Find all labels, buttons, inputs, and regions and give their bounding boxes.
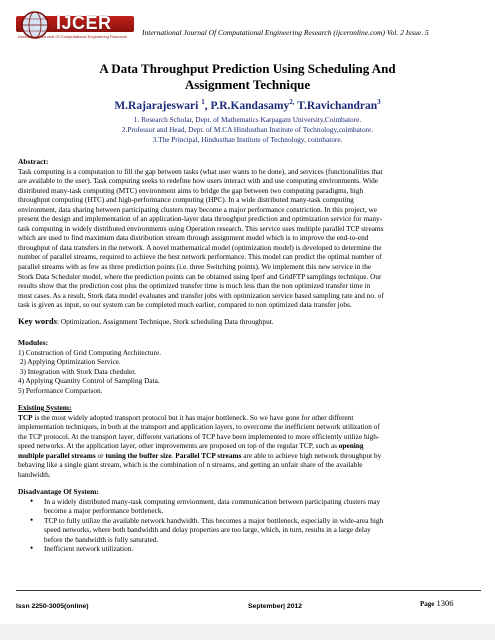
abstract-line: parallel streams with as few as three prediction points (i.e. three Switching points). We implement this new service in the <box>18 262 372 272</box>
title-line-2: Assignment Technique <box>184 77 311 92</box>
existing-line: bandwidth. <box>18 469 51 479</box>
module-item: 4) Applying Quantity Control of Sampling Data. <box>18 376 160 386</box>
abstract-line: task is given as input, so our system can be completed much earlier, compared to non optimized data transfer jobs. <box>18 300 352 310</box>
existing-line <box>18 441 480 451</box>
module-item: 3) Integration with Stork Data cheduler. <box>18 366 137 376</box>
abstract-line: which are used to find maximum data distribution stream through assignment model which is to improve the end-to-end <box>18 233 369 243</box>
author-sup: 3 <box>377 98 381 106</box>
abstract-line: throughput of data transfers in the network. A novel mathematical model (optimization model) is developed to determine the <box>18 242 382 252</box>
abstract-line: Stork Data Scheduler model, where the prediction points can be obtained using Iperf and GridFTP samplings technique. Our <box>18 271 382 281</box>
disadvantages-heading: Disadvantage Of System: <box>18 487 99 496</box>
abstract-line: task computing in widely distributed environments using Operation research. This service uses multiple parallel TCP streams <box>18 223 384 233</box>
author-sep: , <box>204 99 211 112</box>
existing-line: the TCP protocol. At the transport layer, different variations of TCP have been implemented to more efficiently utilize high- <box>18 431 380 441</box>
keywords-label: Key words <box>18 316 57 326</box>
existing-system-section <box>18 403 480 479</box>
existing-text: or <box>95 450 106 460</box>
module-item: 1) Construction of Grid Computing Architecture. <box>18 347 162 357</box>
author-list <box>0 98 495 112</box>
abstract-line: number of parallel streams, required to achieve the best network performance. This model can predict the optimal number of <box>18 252 382 262</box>
journal-logo <box>16 10 134 50</box>
list-item-line: • In a widely distributed many-task computing ernvionment, data communication between participating clusters may <box>44 496 381 506</box>
abstract-body <box>18 167 480 310</box>
author-sup: 1 <box>201 98 205 106</box>
abstract-line: most cases. As a result, Stork data model evaluates and transfer jobs with optimization service based sampling rate and no. of <box>18 290 384 300</box>
author-sup: 2, <box>289 98 295 106</box>
existing-text: speed networks. At the application layer, other improvements are proposed on top of the regular TCP, such as <box>18 441 339 451</box>
module-item: 5) Performance Comparison. <box>18 385 103 395</box>
list-item-line: become a major performance bottleneck. <box>44 506 164 516</box>
list-item <box>30 544 480 554</box>
abstract-line: present the design and implementation of an application-layer data throughput prediction and optimization service for many- <box>18 214 383 224</box>
page-number: 1306 <box>436 598 454 608</box>
affiliation-2: 2.Professor and Head, Dept. of M.CA Hindusthan Institute of Technology,coimbatore. <box>121 125 374 134</box>
modules-section <box>18 338 480 395</box>
existing-line: implementation techniques, in both at the transport and application layers, to overcome the inefficient network utilization of <box>18 422 380 432</box>
list-item <box>30 516 480 545</box>
existing-bold: tuning the buffer size <box>105 450 172 460</box>
abstract-line: results show that the prediction cost plus the optimized transfer time is much less than the non optimized transfer time in <box>18 281 371 291</box>
existing-bold: opening <box>338 441 364 451</box>
list-item <box>30 497 480 516</box>
existing-text: is the most widely adopted transport protocol but it has major bottleneck. So we have gone for other different <box>32 412 354 422</box>
disadvantages-section <box>18 487 480 554</box>
existing-line: behaving like a single giant stream, which is the combination of n streams, and getting an unfair share of the available <box>18 460 363 470</box>
footer-page <box>420 598 454 608</box>
existing-line <box>18 413 480 423</box>
page-label: Page <box>420 600 435 608</box>
list-item-line: • TCP to fully utilize the available network bandwidth. This becomes a major bottleneck, especially in wide-area high <box>44 515 384 525</box>
title-line-1: A Data Throughput Prediction Using Scheduling And <box>99 61 396 76</box>
abstract-heading: Abstract: <box>18 157 49 166</box>
keywords-line <box>18 317 480 327</box>
existing-text: . <box>171 450 176 460</box>
existing-system-heading: Existing System: <box>18 403 72 412</box>
abstract-line: are available to the user). Task computing seeks to redefine how users interact with and use computing environments. Wide <box>18 176 379 186</box>
footer-divider <box>16 590 481 591</box>
existing-bold: Parallel TCP streams <box>175 450 242 460</box>
existing-text: are able to achieve high network throughput by <box>241 450 382 460</box>
logo-tagline: International Journal Of Computational Engineering Research <box>18 34 128 39</box>
abstract-line: environment, data sharing between participating clusters may become a major performance constriction. In this project, we <box>18 204 378 214</box>
list-item-line: before the bandwidth is fully saturated. <box>44 534 159 544</box>
author-name: M.Rajarajeswari <box>114 99 202 112</box>
list-item-line: speed networks, where both bandwidth and delay properties are too large, which, in turn, results in a large delay <box>44 525 371 535</box>
disadvantages-list <box>18 497 480 554</box>
keywords-text: : Optimization, Assignment Technique, Stork scheduling Data throughput. <box>56 317 274 326</box>
abstract-section <box>18 157 480 310</box>
tcp-bold: TCP <box>18 412 33 422</box>
abstract-line: Task computing is a computation to fill the gap between tasks (what user wants to be done), and services (functionalities that <box>18 166 383 176</box>
affiliation-1: 1. Research Scholar, Dept. of Mathematics Karpagam University,Coimbatore. <box>133 115 362 124</box>
footer-issn: Issn 2250-3005(online) <box>16 603 89 610</box>
author-name: P.R.Kandasamy <box>210 99 290 112</box>
existing-line <box>18 451 480 461</box>
existing-bold: multiple parallel streams <box>18 450 96 460</box>
list-item-line: • Inefficient network utilization. <box>44 544 134 554</box>
footer-date: September| 2012 <box>248 603 303 610</box>
module-item: 2) Applying Optimization Service. <box>18 357 121 367</box>
abstract-line: throughput computing (HTC) and high-performance computing (HPC). In a wide distributed many-task computing <box>18 195 354 205</box>
journal-header-line: International Journal Of Computational Engineering Research (ijceronline.com) Vol. 2 Issue. 5 <box>142 28 429 37</box>
affiliation-3: 3.The Principal, Hindusthan Institute of Technology, coimbatore. <box>152 135 343 144</box>
abstract-line: distributed many-task computing (MTC) environment aims to bridge the gap between two computing paradigms, high <box>18 185 364 195</box>
paper-title <box>0 61 495 93</box>
modules-heading: Modules: <box>18 338 48 347</box>
bottom-band <box>0 624 495 640</box>
logo-text: IJCER <box>56 13 112 33</box>
author-name: T.Ravichandran <box>297 99 378 112</box>
